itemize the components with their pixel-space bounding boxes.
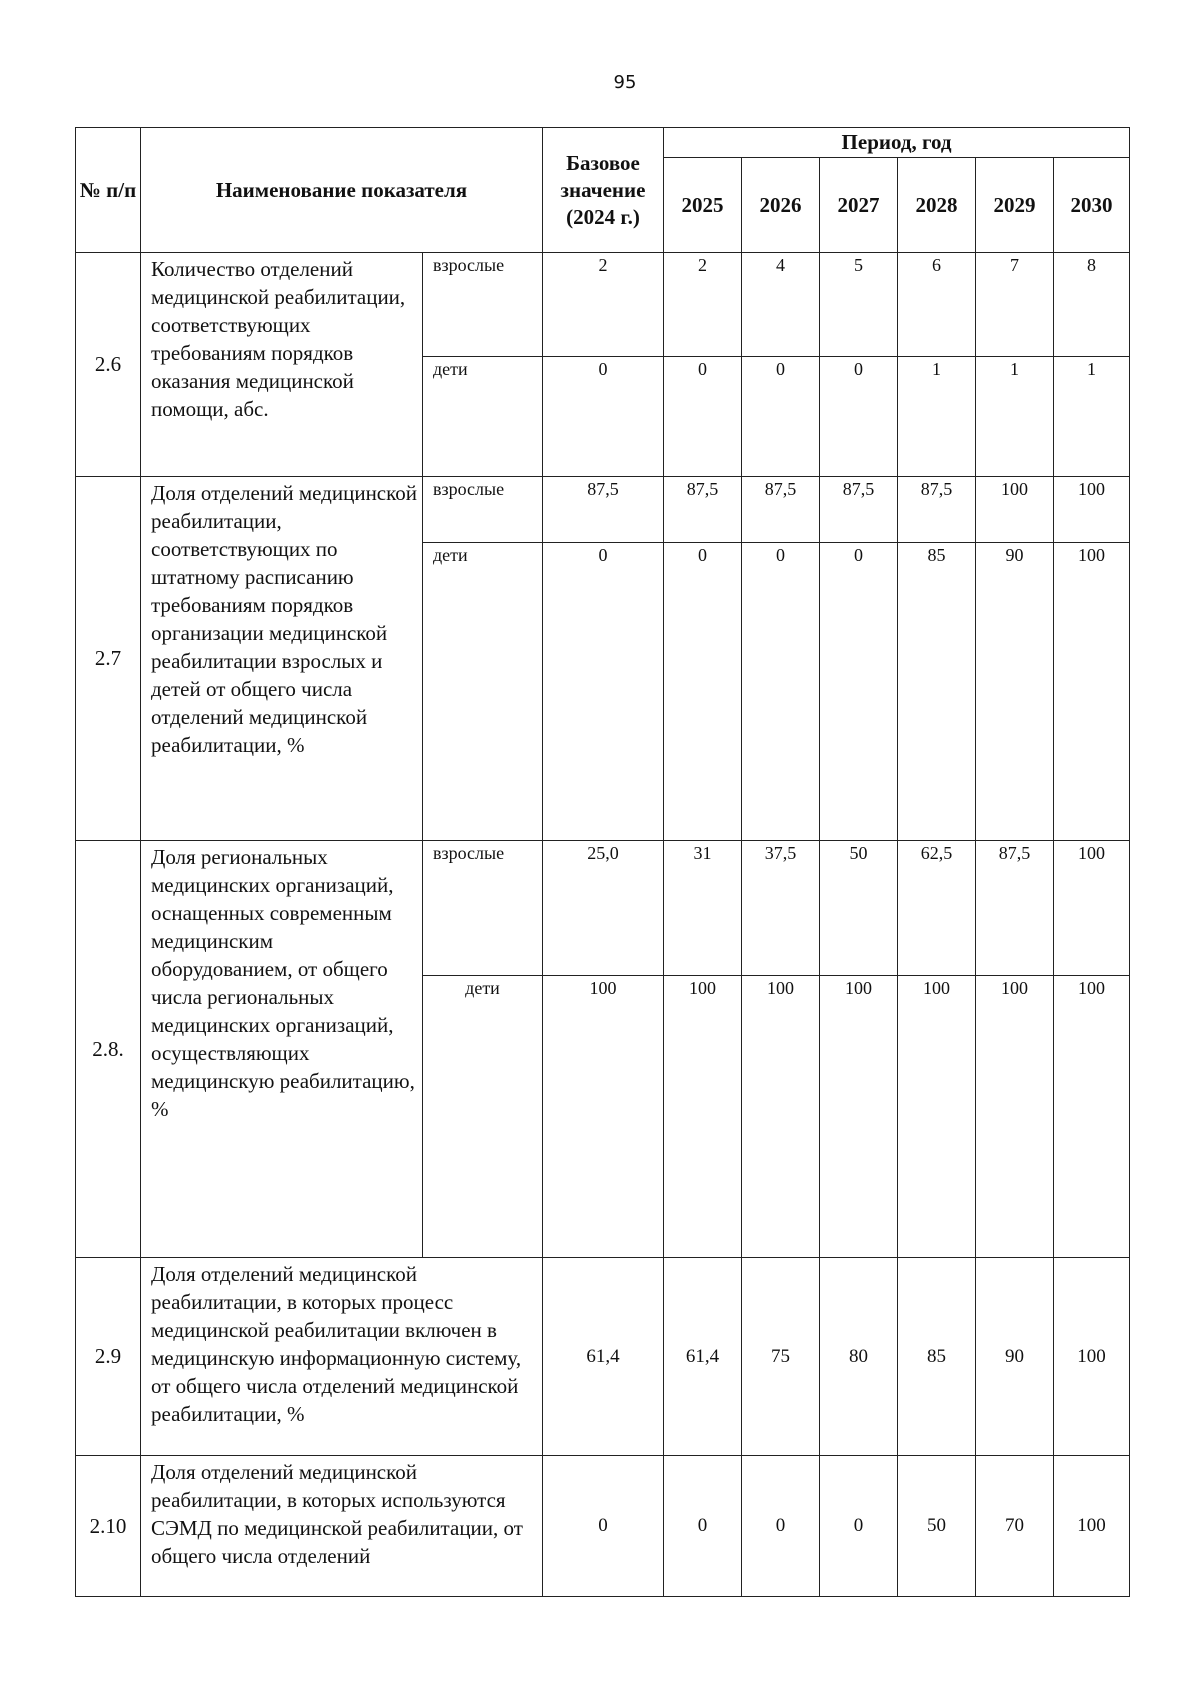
year-value: 1 xyxy=(898,357,976,477)
indicator-name: Количество отделений медицинской реабилитации, соответствующих требованиям порядков оказания медицинской помощи, абс. xyxy=(141,253,423,477)
year-value: 100 xyxy=(1054,477,1130,543)
base-value: 0 xyxy=(543,357,664,477)
base-value: 0 xyxy=(543,1456,664,1597)
row-number: 2.8. xyxy=(76,841,141,1258)
col-header-year: 2028 xyxy=(898,158,976,253)
year-value: 100 xyxy=(1054,1258,1130,1456)
year-value: 100 xyxy=(898,976,976,1258)
col-header-year: 2027 xyxy=(820,158,898,253)
base-value: 100 xyxy=(543,976,664,1258)
year-value: 1 xyxy=(1054,357,1130,477)
col-header-name: Наименование показателя xyxy=(141,128,543,253)
year-value: 6 xyxy=(898,253,976,357)
year-value: 90 xyxy=(976,1258,1054,1456)
col-header-year: 2025 xyxy=(664,158,742,253)
year-value: 0 xyxy=(742,543,820,841)
base-value: 0 xyxy=(543,543,664,841)
year-value: 0 xyxy=(664,543,742,841)
year-value: 37,5 xyxy=(742,841,820,976)
indicator-name: Доля отделений медицинской реабилитации, в которых процесс медицинской реабилитации включен в медицинскую информационную систему, от общего числа отделений медицинской реабилитации, % xyxy=(141,1258,543,1456)
year-value: 4 xyxy=(742,253,820,357)
table-row xyxy=(76,477,1130,543)
group-label: взрослые xyxy=(423,477,543,543)
indicator-name: Доля отделений медицинской реабилитации, в которых используются СЭМД по медицинской реабилитации, от общего числа отделений xyxy=(141,1456,543,1597)
year-value: 0 xyxy=(820,357,898,477)
col-header-number: № п/п xyxy=(76,128,141,253)
year-value: 100 xyxy=(1054,543,1130,841)
col-header-year: 2029 xyxy=(976,158,1054,253)
base-value: 61,4 xyxy=(543,1258,664,1456)
base-value: 25,0 xyxy=(543,841,664,976)
row-number: 2.10 xyxy=(76,1456,141,1597)
year-value: 87,5 xyxy=(664,477,742,543)
row-number: 2.9 xyxy=(76,1258,141,1456)
group-label: взрослые xyxy=(423,253,543,357)
year-value: 100 xyxy=(976,477,1054,543)
year-value: 0 xyxy=(664,357,742,477)
indicator-name: Доля региональных медицинских организаций, оснащенных современным медицинским оборудованием, от общего числа региональных медицинских организаций, осуществляющих медицинскую реабилитацию, % xyxy=(141,841,423,1258)
year-value: 100 xyxy=(742,976,820,1258)
year-value: 31 xyxy=(664,841,742,976)
col-header-year: 2026 xyxy=(742,158,820,253)
year-value: 100 xyxy=(664,976,742,1258)
year-value: 61,4 xyxy=(664,1258,742,1456)
col-header-year: 2030 xyxy=(1054,158,1130,253)
col-header-base: Базовое значение (2024 г.) xyxy=(543,128,664,253)
year-value: 0 xyxy=(742,1456,820,1597)
year-value: 100 xyxy=(1054,841,1130,976)
col-header-period: Период, год xyxy=(664,128,1130,158)
year-value: 80 xyxy=(820,1258,898,1456)
year-value: 90 xyxy=(976,543,1054,841)
year-value: 100 xyxy=(820,976,898,1258)
year-value: 87,5 xyxy=(742,477,820,543)
year-value: 0 xyxy=(820,1456,898,1597)
year-value: 5 xyxy=(820,253,898,357)
base-value: 87,5 xyxy=(543,477,664,543)
year-value: 87,5 xyxy=(898,477,976,543)
group-label: дети xyxy=(423,543,543,841)
year-value: 1 xyxy=(976,357,1054,477)
year-value: 0 xyxy=(820,543,898,841)
page-number: 95 xyxy=(613,72,637,93)
year-value: 85 xyxy=(898,543,976,841)
year-value: 7 xyxy=(976,253,1054,357)
year-value: 2 xyxy=(664,253,742,357)
year-value: 62,5 xyxy=(898,841,976,976)
year-value: 70 xyxy=(976,1456,1054,1597)
table-row xyxy=(76,841,1130,976)
year-value: 100 xyxy=(976,976,1054,1258)
indicator-name: Доля отделений медицинской реабилитации, соответствующих по штатному расписанию требованиям порядков организации медицинской реабилитации взрослых и детей от общего числа отделений медицинской реабилитации, % xyxy=(141,477,423,841)
group-label: дети xyxy=(423,357,543,477)
table-row xyxy=(76,253,1130,357)
row-number: 2.6 xyxy=(76,253,141,477)
indicators-table xyxy=(75,127,1130,1597)
year-value: 87,5 xyxy=(976,841,1054,976)
group-label: дети xyxy=(423,976,543,1258)
year-value: 50 xyxy=(820,841,898,976)
group-label: взрослые xyxy=(423,841,543,976)
year-value: 50 xyxy=(898,1456,976,1597)
row-number: 2.7 xyxy=(76,477,141,841)
year-value: 87,5 xyxy=(820,477,898,543)
year-value: 100 xyxy=(1054,1456,1130,1597)
year-value: 8 xyxy=(1054,253,1130,357)
year-value: 85 xyxy=(898,1258,976,1456)
table-row xyxy=(76,1456,1130,1597)
year-value: 0 xyxy=(664,1456,742,1597)
year-value: 100 xyxy=(1054,976,1130,1258)
base-value: 2 xyxy=(543,253,664,357)
table-row xyxy=(76,1258,1130,1456)
year-value: 0 xyxy=(742,357,820,477)
year-value: 75 xyxy=(742,1258,820,1456)
